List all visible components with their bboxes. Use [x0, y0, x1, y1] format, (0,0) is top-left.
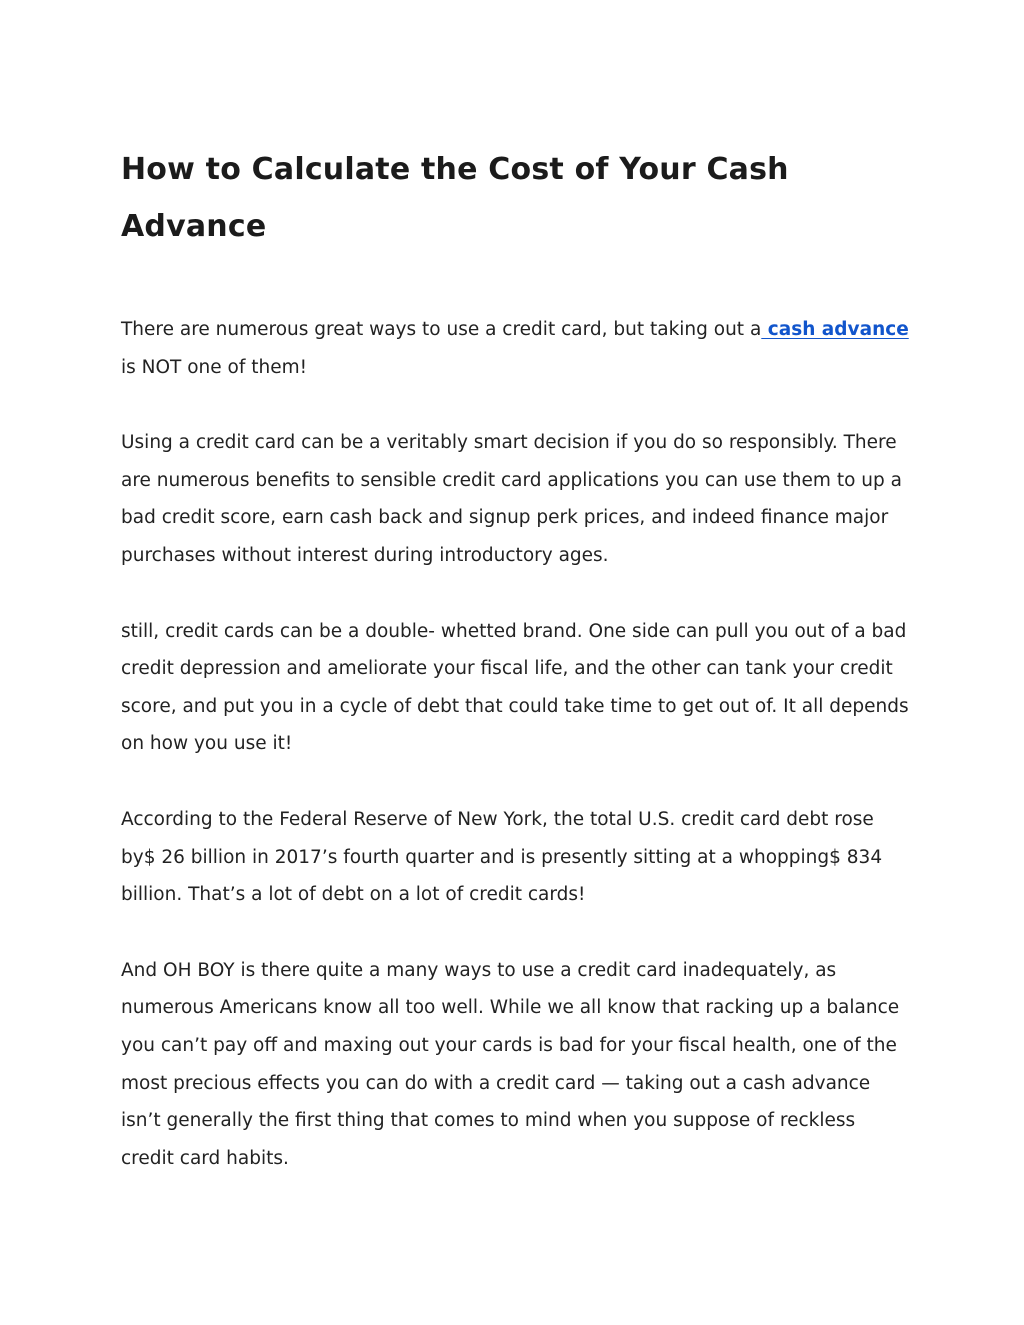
paragraph-federal-reserve: According to the Federal Reserve of New York, the total U.S. credit card debt rose by$ 26 billion in 2017’s fourth quarter and is presently sitting at a whopping$ 834 billion. That’s a lot of debt on a lot of credit cards!: [121, 808, 883, 906]
cash-advance-link[interactable]: cash advance: [761, 319, 909, 340]
paragraph-double-edged: still, credit cards can be a double- whetted brand. One side can pull you out of a bad credit depression and ameliorate your fiscal life, and the other can tank your credit score, and put you in a cycle of debt that could take time to get out of. It all depends on how you use it!: [121, 620, 909, 755]
paragraph-benefits: Using a credit card can be a veritably smart decision if you do so responsibly. There are numerous benefits to sensible credit card applications you can use them to up a bad credit score, earn cash back and signup perk prices, and indeed finance major purchases without interest during introductory ages.: [121, 432, 902, 566]
article-title: How to Calculate the Cost of Your Cash Advance: [121, 152, 789, 244]
intro-text-after-link: is NOT one of them!: [121, 356, 308, 378]
intro-text-before-link: There are numerous great ways to use a credit card, but taking out a: [121, 319, 762, 340]
paragraph-intro: [121, 311, 911, 386]
article: [121, 141, 911, 1177]
paragraph-oh-boy: And OH BOY is there quite a many ways to use a credit card inadequately, as numerous Americans know all too well. While we all know that racking up a balance you can’t pay off and maxing out your cards is bad for your fiscal health, one of the most precious effects you can do with a credit card — taking out a cash advance isn’t generally the first thing that comes to mind when you suppose of reckless credit card habits.: [121, 959, 900, 1169]
